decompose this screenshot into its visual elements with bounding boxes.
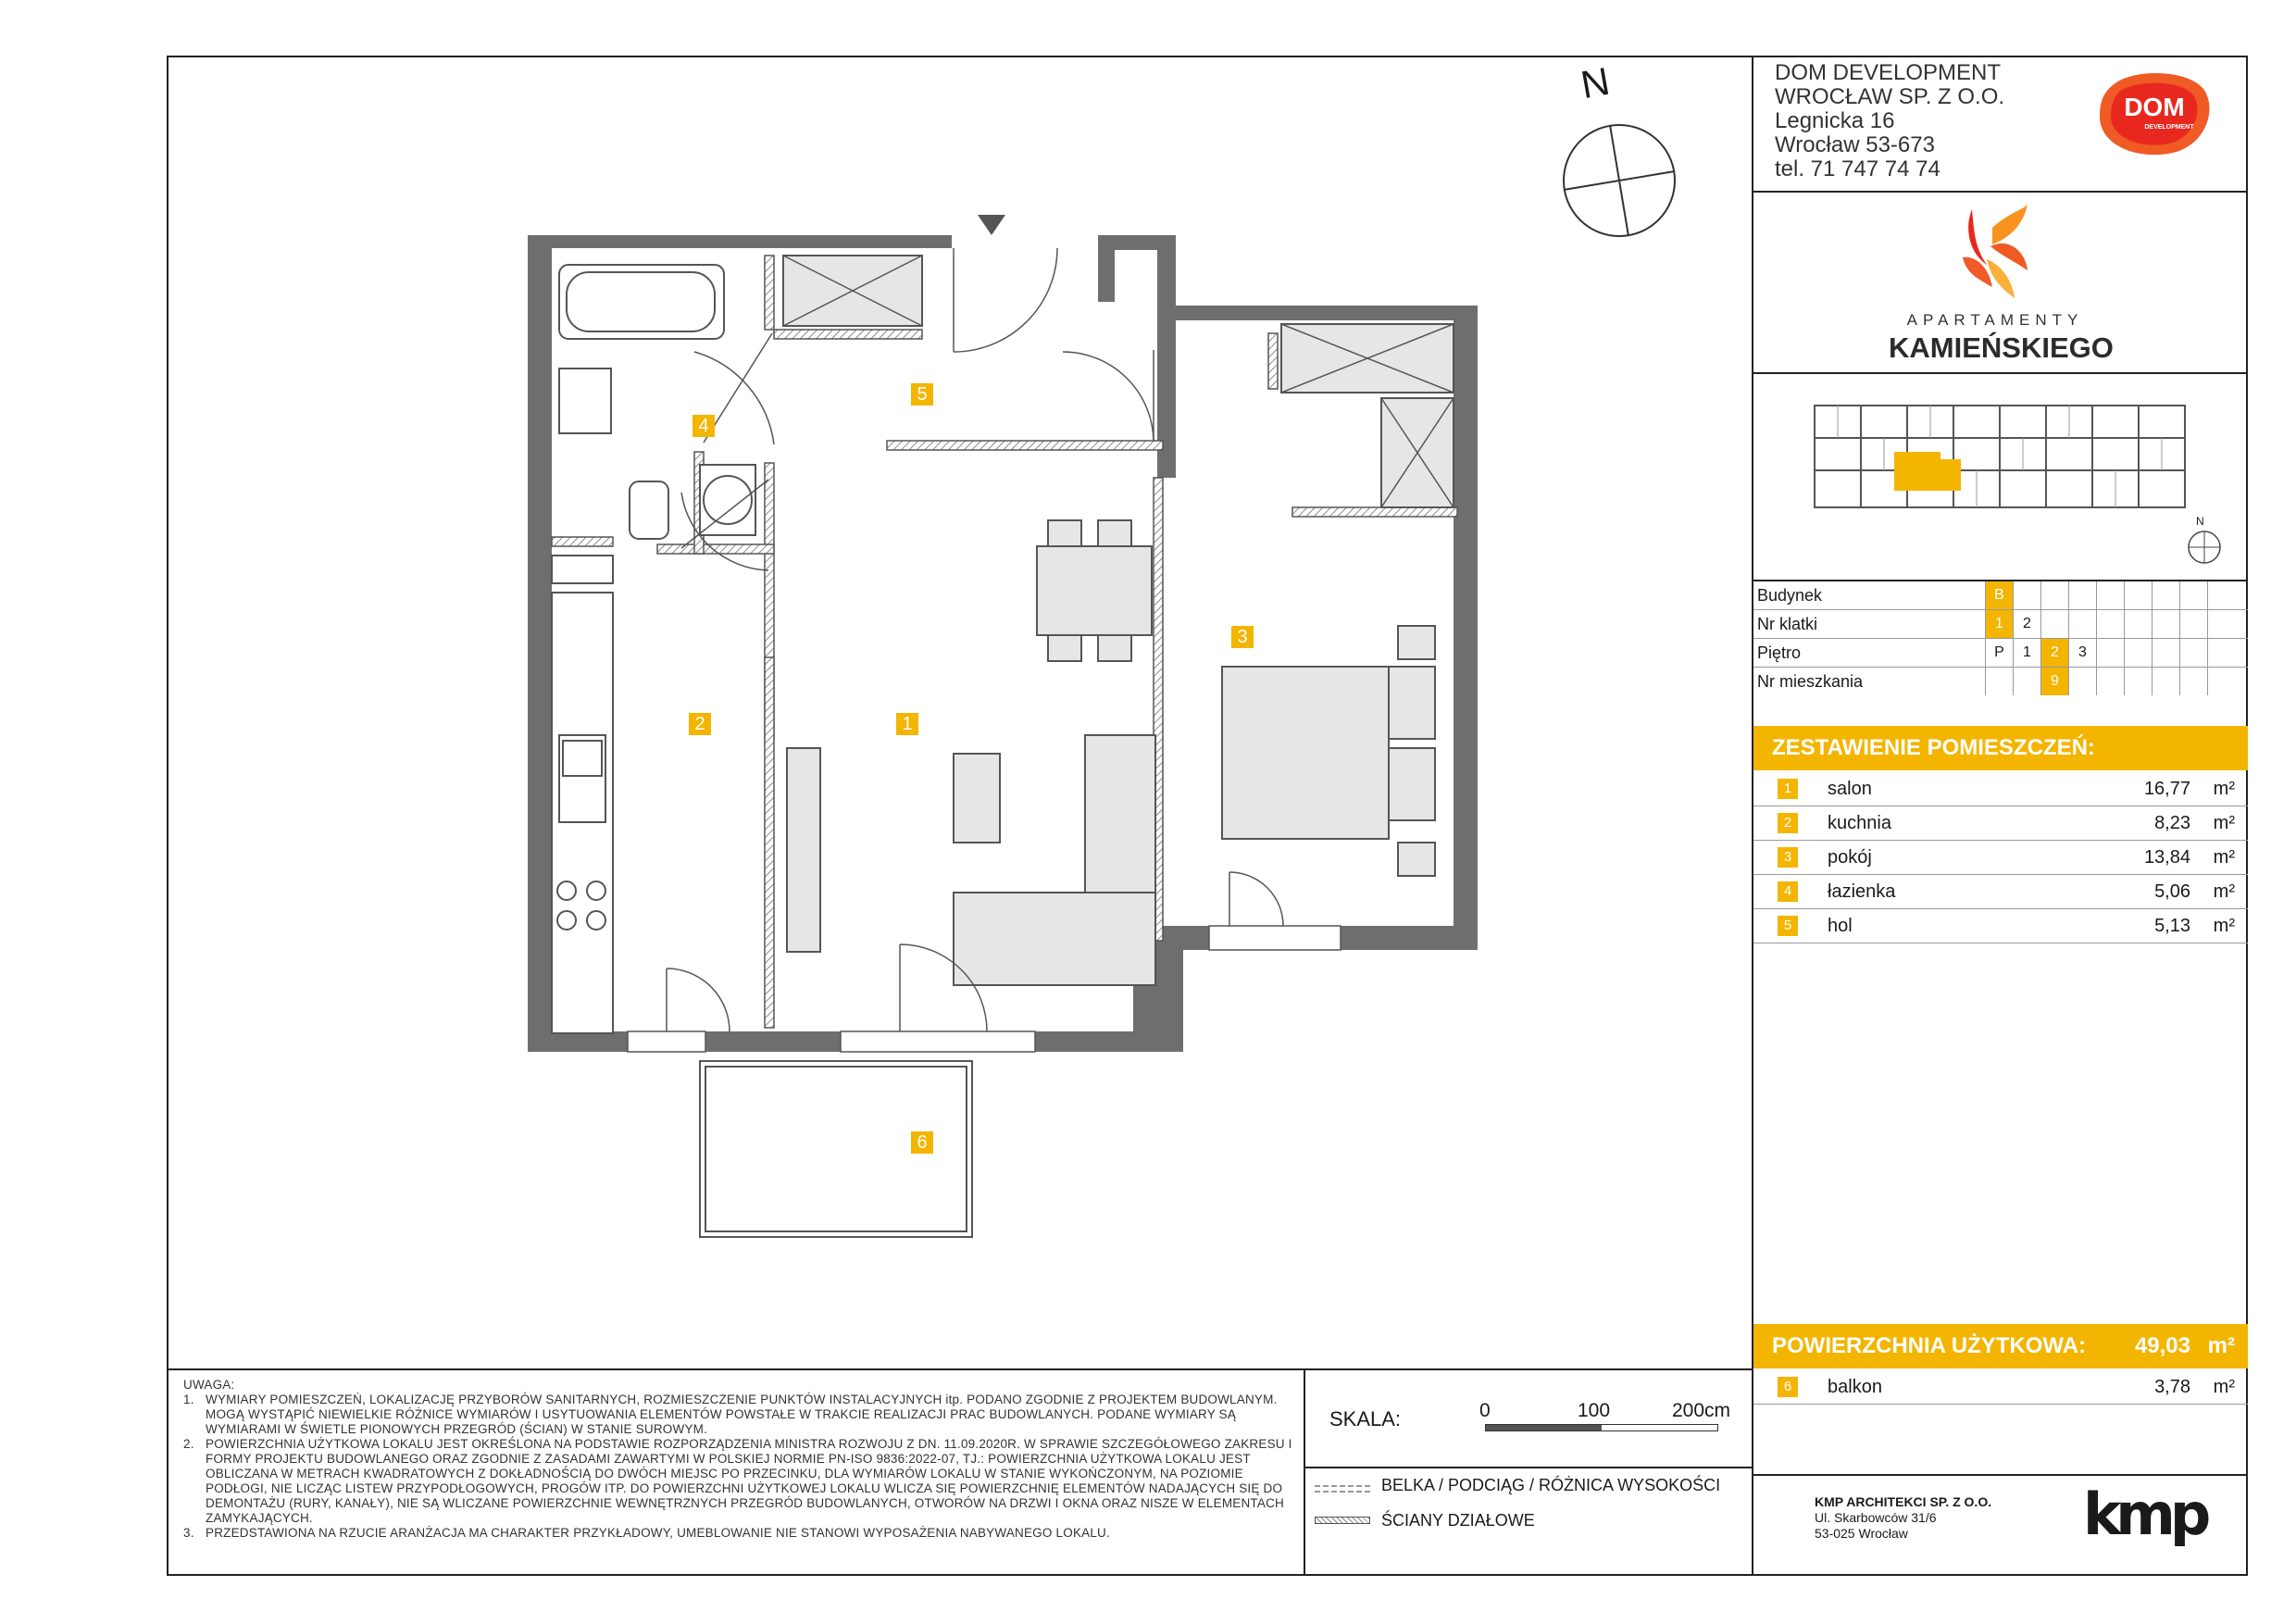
room-unit: m² (2213, 916, 2235, 936)
project-logo-flame-icon (1955, 200, 2029, 302)
info-cell: 2 (2013, 610, 2040, 638)
total-label: POWIERZCHNIA UŻYTKOWA: (1772, 1333, 2087, 1358)
info-label: Nr mieszkania (1757, 672, 1864, 691)
room-row (1753, 841, 2248, 875)
divider (1752, 191, 2248, 193)
info-cell (2068, 581, 2096, 609)
plan-room-tag-balcony: 6 (911, 1131, 933, 1154)
info-cell (2124, 581, 2152, 609)
notes-band-divider (167, 1368, 1753, 1370)
note-item (183, 1437, 1294, 1526)
room-area: 5,06 (2154, 881, 2190, 902)
room-unit: m² (2213, 813, 2235, 833)
info-cell: 1 (2013, 639, 2040, 667)
info-row-building (1753, 581, 2248, 610)
rooms-header-text: ZESTAWIENIE POMIESZCZEŃ: (1772, 735, 2095, 760)
room-name: kuchnia (1828, 813, 1891, 833)
room-row (1753, 909, 2248, 943)
info-cell (1985, 668, 2013, 695)
info-cell (2179, 639, 2207, 667)
address-line: Legnicka 16 (1775, 108, 1895, 133)
room-unit: m² (2213, 1377, 2235, 1397)
note-number: 2. (183, 1437, 194, 1451)
info-cell: 3 (2068, 639, 2096, 667)
kmp-logo: kmp (2083, 1480, 2206, 1548)
notes-block (183, 1378, 1294, 1541)
info-cell (2040, 610, 2068, 638)
architect-city: 53-025 Wrocław (1815, 1526, 1908, 1541)
room-row (1753, 875, 2248, 909)
info-cell (2179, 668, 2207, 695)
info-label: Budynek (1757, 586, 1823, 605)
north-label: N (1578, 58, 1614, 107)
architect-info (1815, 1494, 1991, 1542)
rooms-header (1753, 726, 2248, 770)
room-name: balkon (1828, 1377, 1882, 1397)
divider (1752, 1474, 2248, 1476)
info-cell (2013, 668, 2040, 695)
developer-address (1775, 61, 2004, 181)
note-text: POWIERZCHNIA UŻYTKOWA LOKALU JEST OKREŚLONA NA PODSTAWIE ROZPORZĄDZENIA MINISTRA ROZWOJU Z DN. 11.09.2020R. W SPRAWIE SZCZEGÓŁOWEGO ZAKRESU I FORMY PROJEKTU BUDOWLANEGO ORAZ ZGODNIE Z ZASADAMI ZAWARTYMI W POLSKIEJ NORMIE PN-ISO 9836:2022-07, TJ.: POWIERZCHNIA UŻYTKOWA LOKALU JEST OBLICZANA W METRACH KWADRATOWYCH Z DOKŁADNOŚCIĄ DO DWÓCH MIEJSC PO PRZECINKU, DLA WYMIARÓW LOKALU W STANIE WYKOŃCZONYM, NA POZIOMIE PODŁOGI, NIE LICZĄC LISTEW PRZYPODŁOGOWYCH, PROGÓW ITP. DO POWIERZCHNI UŻYTKOWEJ LOKALU WLICZA SIĘ POWIERZCHNIĘ ELEMENTÓW NADAJĄCYCH SIĘ DO DEMONTAŻU (RURY, KANAŁY), NIE SĄ WLICZANE POWIERZCHNIE WEWNĘTRZNYCH PRZEGRÓD BUDOWLANYCH, OTWORÓW NA DRZWI I OKNA ORAZ NISZE W ELEMENTACH ZAMYKAJĄCYCH. (206, 1437, 1292, 1525)
info-row-staircase (1753, 610, 2248, 639)
room-number: 1 (1778, 779, 1798, 799)
room-unit: m² (2213, 881, 2235, 902)
info-cell (2207, 581, 2235, 609)
address-line: Wrocław 53-673 (1775, 132, 1935, 157)
project-name-line2: KAMIEŃSKIEGO (1889, 331, 2114, 364)
note-number: 3. (183, 1526, 194, 1540)
divider (1752, 372, 2248, 374)
key-plan-compass-icon (2187, 530, 2222, 565)
info-cell: 1 (1985, 610, 2013, 638)
logo-text: DOM (2124, 93, 2185, 121)
info-cell (2124, 668, 2152, 695)
room-number: 4 (1778, 881, 1798, 902)
room-number: 3 (1778, 847, 1798, 868)
room-area: 16,77 (2143, 779, 2190, 799)
room-unit: m² (2213, 847, 2235, 868)
room-unit: m² (2213, 779, 2235, 799)
scale-tick-100: 100 (1578, 1400, 1611, 1421)
room-row (1753, 772, 2248, 806)
project-name-line1: APARTAMENTY (1906, 311, 2084, 329)
plan-room-tag-hall: 5 (911, 383, 933, 406)
legend-beam-label: BELKA / PODCIĄG / RÓŻNICA WYSOKOŚCI (1381, 1476, 1721, 1494)
room-number: 2 (1778, 813, 1798, 833)
dom-development-logo (2094, 69, 2215, 157)
info-cell (2179, 610, 2207, 638)
info-cell (2013, 581, 2040, 609)
divider (1304, 1467, 1753, 1468)
room-area: 3,78 (2154, 1377, 2190, 1397)
room-name: hol (1828, 916, 1853, 936)
info-cell: 2 (2040, 639, 2068, 667)
info-cell (2152, 639, 2179, 667)
room-area: 13,84 (2143, 847, 2190, 868)
info-cell (2152, 610, 2179, 638)
info-cell: B (1985, 581, 2013, 609)
room-name: salon (1828, 779, 1872, 799)
info-cell (2096, 668, 2124, 695)
room-name: pokój (1828, 847, 1872, 868)
room-area: 5,13 (2154, 916, 2190, 936)
note-text: WYMIARY POMIESZCZEŃ, LOKALIZACJĘ PRZYBORÓW SANITARNYCH, ROZMIESZCZENIE PUNKTÓW INSTALACYJNYCH itp. PODANO ZGODNIE Z PROJEKTEM BUDOWLANYM. MOGĄ WYSTĄPIĆ NIEWIELKIE RÓŻNICE WYMIARÓW I USYTUOWANIA ELEMENTÓW POWSTAŁE W TRAKCIE REALIZACJI PRAC BUDOWLANYCH. PODANE WYMIARY SĄ WYMIARAMI W ŚWIETLE PIONOWYCH PRZEGRÓD (ŚCIAN) W STANIE SUROWYM. (206, 1393, 1278, 1436)
info-cell (2124, 610, 2152, 638)
legend-partition-symbol (1315, 1517, 1370, 1524)
room-row (1753, 806, 2248, 841)
note-item (183, 1526, 1294, 1541)
compass-icon (1561, 122, 1678, 239)
info-cell: 9 (2040, 668, 2068, 695)
room-name: łazienka (1828, 881, 1896, 902)
info-cell (2207, 668, 2235, 695)
info-cell (2124, 639, 2152, 667)
note-number: 1. (183, 1393, 194, 1406)
building-key-plan (1805, 396, 2194, 526)
info-cell (2096, 639, 2124, 667)
scale-label: SKALA: (1329, 1407, 1402, 1430)
plan-room-tag-salon: 1 (896, 713, 918, 735)
info-row-floor (1753, 639, 2248, 668)
info-cell (2179, 581, 2207, 609)
room-number: 6 (1778, 1377, 1798, 1397)
divider (1304, 1368, 1305, 1576)
total-area: 49,03 (2134, 1333, 2190, 1358)
logo-subtext: DEVELOPMENT (2144, 124, 2194, 131)
info-cell (2096, 581, 2124, 609)
plan-room-tag-kitchen: 2 (689, 713, 711, 735)
scale-tick-200: 200cm (1672, 1400, 1731, 1421)
note-item (183, 1393, 1294, 1437)
info-cell (2040, 581, 2068, 609)
info-cell: P (1985, 639, 2013, 667)
room-area: 8,23 (2154, 813, 2190, 833)
scale-tick-0: 0 (1479, 1400, 1491, 1421)
notes-title: UWAGA: (183, 1378, 235, 1392)
architect-name: KMP ARCHITEKCI SP. Z O.O. (1815, 1494, 1992, 1509)
key-plan-north-label: N (2196, 515, 2204, 528)
info-cell (2096, 610, 2124, 638)
total-unit: m² (2207, 1333, 2235, 1358)
room-number: 5 (1778, 916, 1798, 936)
info-cell (2207, 639, 2235, 667)
info-cell (2152, 668, 2179, 695)
info-label: Piętro (1757, 643, 1802, 662)
info-cell (2068, 668, 2096, 695)
legend-partition-label: ŚCIANY DZIAŁOWE (1381, 1511, 1535, 1530)
scale-bar (1485, 1424, 1718, 1431)
info-cell (2207, 610, 2235, 638)
address-line: tel. 71 747 74 74 (1775, 156, 1940, 181)
info-cell (2152, 581, 2179, 609)
info-label: Nr klatki (1757, 615, 1818, 633)
info-cell (2068, 610, 2096, 638)
floor-plan (518, 204, 1481, 1241)
architect-street: Ul. Skarbowców 31/6 (1815, 1510, 1937, 1525)
address-line: DOM DEVELOPMENT (1775, 60, 2002, 85)
total-area-bar (1753, 1324, 2248, 1368)
info-row-apartment (1753, 668, 2248, 695)
legend-beam-symbol (1315, 1481, 1370, 1491)
plan-room-tag-bathroom: 4 (693, 415, 715, 437)
address-line: WROCŁAW SP. Z O.O. (1775, 84, 2005, 109)
balcony-row (1753, 1370, 2248, 1405)
note-text: PRZEDSTAWIONA NA RZUCIE ARANŻACJA MA CHARAKTER PRZYKŁADOWY, UMEBLOWANIE NIE STANOWI WYPOSAŻENIA NABYWANEGO LOKALU. (206, 1526, 1110, 1540)
plan-room-tag-bedroom: 3 (1231, 626, 1254, 648)
